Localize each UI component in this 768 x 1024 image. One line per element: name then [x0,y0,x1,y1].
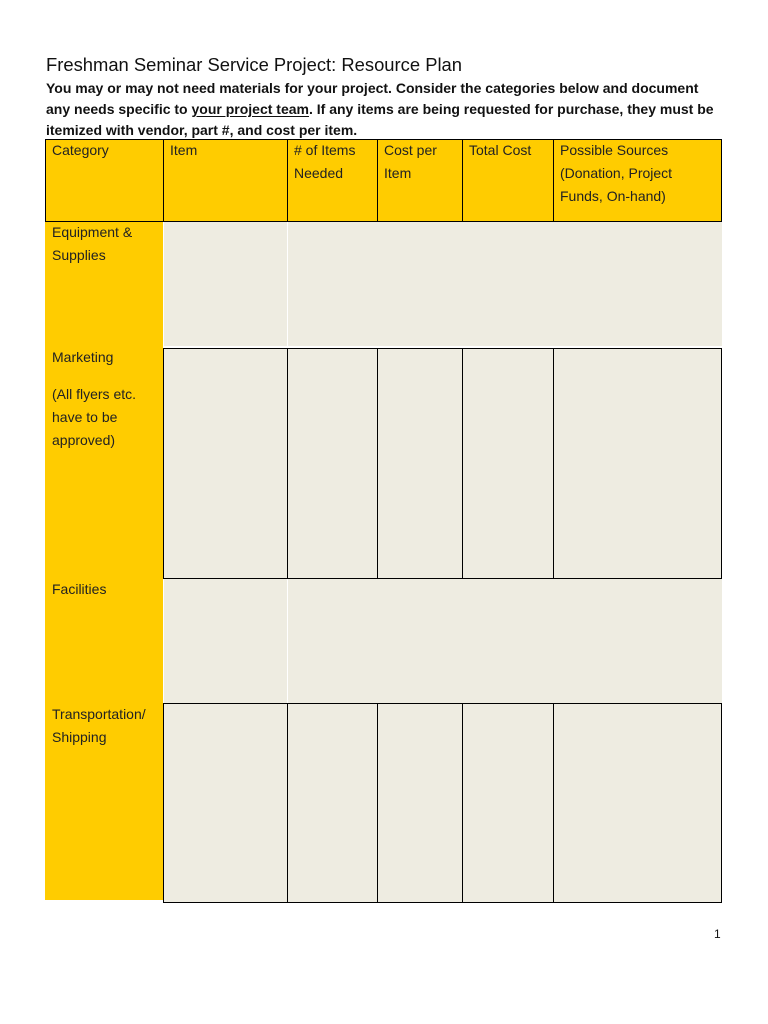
category-note-line: approved) [52,432,116,448]
resource-plan-table [45,139,722,903]
header-label-line: Item [170,142,198,158]
category-cell-transportation-shipping [45,704,163,900]
category-cell-facilities [45,579,163,704]
category-cell-equipment-supplies [45,222,163,347]
category-cell-marketing [45,347,163,579]
instructions-line: itemized with vendor, part #, and cost per item. [46,122,358,138]
header-cell-cost-per-item [377,139,462,222]
total-cost-cell [462,348,553,579]
category-label-line: Marketing [52,349,114,365]
possible-sources-cell [553,703,722,903]
header-label-line: # of Items [294,142,356,158]
item-cell [164,222,287,346]
underlined-phrase: your project team [191,101,309,117]
item-cell [163,348,287,579]
instructions-paragraph [46,78,714,141]
header-cell-possible-sources [553,139,722,222]
item-cell [163,703,287,903]
header-label [288,139,377,185]
page-number: 1 [714,927,721,941]
category-label [45,221,163,267]
category-label-line: Transportation/ [52,706,146,722]
category-note-line: have to be [52,409,118,425]
item-cell [164,579,287,703]
instructions-line: You may or may not need materials for your project. Consider the categories below and document [46,80,699,96]
header-label [378,139,462,185]
items-needed-cell [287,703,377,903]
category-label-line: Equipment & [52,224,133,240]
category-label [45,703,163,749]
header-label-line: (Donation, Project [560,165,673,181]
document-title: Freshman Seminar Service Project: Resource Plan [46,54,462,75]
header-label-line: Funds, On-hand) [560,188,666,204]
header-label-line: Total Cost [469,142,532,158]
header-label-line: Possible Sources [560,142,669,158]
possible-sources-cell [553,348,722,579]
category-label-line: Shipping [52,729,107,745]
cost-per-item-cell [377,348,462,579]
header-label [554,139,721,208]
category-label-line: Supplies [52,247,106,263]
header-label-line: Cost per [384,142,437,158]
items-needed-cell [287,348,377,579]
header-cell-items-needed [287,139,377,222]
header-cell-category [45,139,163,222]
cost-per-item-cell [377,703,462,903]
total-cost-cell [462,703,553,903]
merged-details-cell [288,222,722,346]
instructions-text: any needs specific to [46,101,192,117]
header-label-line: Needed [294,165,344,181]
category-label-line: Facilities [52,581,107,597]
header-label-line: Category [52,142,109,158]
header-cell-item [163,139,287,222]
merged-details-cell [288,579,722,703]
instructions-text: . If any items are being requested for purchase, they must be [308,101,714,117]
category-note-line: (All flyers etc. [52,386,137,402]
category-label [45,346,163,452]
header-label [164,139,287,162]
category-label [45,578,163,601]
header-cell-total-cost [462,139,553,222]
instructions-line [46,99,714,120]
header-label [46,139,163,162]
header-label [463,139,553,162]
header-label-line: Item [384,165,412,181]
